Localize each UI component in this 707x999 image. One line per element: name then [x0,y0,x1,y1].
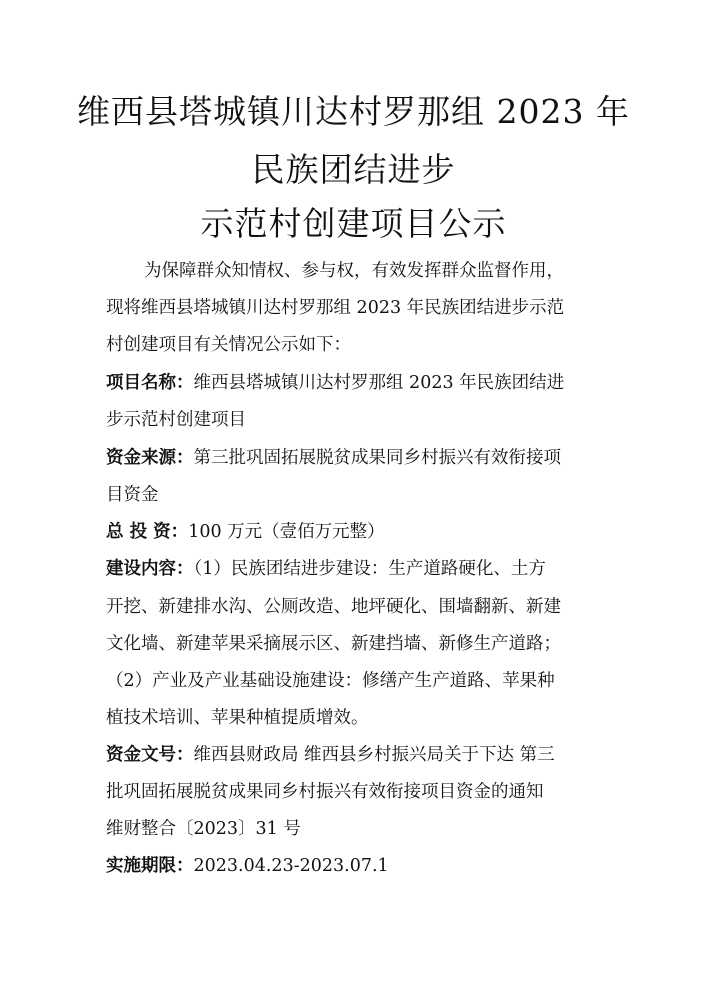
period-row [106,854,389,878]
fund-source-continuation: 目资金 [106,485,159,505]
project-name-continuation: 步示范村创建项目 [106,410,246,430]
fund-source-label: 资金来源： [106,448,194,468]
total-investment-label: 总 投 资： [106,522,189,542]
construction-label: 建设内容： [106,559,194,579]
total-investment-value: 100 万元（壹佰万元整） [188,522,385,542]
intro-line-3: 村创建项目有关情况公示如下： [106,335,351,355]
total-investment-row [106,520,385,544]
fund-document-line-2: 批巩固拓展脱贫成果同乡村振兴有效衔接项目资金的通知 [106,782,544,802]
fund-source-value: 第三批巩固拓展脱贫成果同乡村振兴有效衔接项 [193,448,561,468]
intro-line-2: 现将维西县塔城镇川达村罗那组 2023 年民族团结进步示范 [106,298,565,318]
construction-row [106,557,546,581]
fund-document-row [106,743,555,767]
project-name-row [106,371,564,395]
period-value: 2023.04.23-2023.07.1 [193,856,389,876]
page-title-line-1: 维西县塔城镇川达村罗那组 2023 年 [77,92,630,131]
construction-line-5: 植技术培训、苹果种植提质增效。 [106,708,369,728]
construction-value: （1）民族团结进步建设：生产道路硬化、土方 [193,559,546,579]
fund-source-row [106,446,561,470]
construction-line-4: （2）产业及产业基础设施建设：修缮产生产道路、苹果种 [106,671,555,691]
fund-document-line-3: 维财整合〔2023〕31 号 [106,819,301,839]
page-title-line-2: 民族团结进步 [251,150,456,189]
project-name-label: 项目名称： [106,373,194,393]
intro-line-1: 为保障群众知情权、参与权，有效发挥群众监督作用， [144,261,564,281]
project-name-value: 维西县塔城镇川达村罗那组 2023 年民族团结进 [193,373,565,393]
fund-document-label: 资金文号： [106,745,194,765]
construction-line-3: 文化墙、新建苹果采摘展示区、新建挡墙、新修生产道路； [106,634,561,654]
fund-document-value: 维西县财政局 维西县乡村振兴局关于下达 第三 [193,745,555,765]
page-title-line-3: 示范村创建项目公示 [200,204,507,243]
construction-line-2: 开挖、新建排水沟、公厕改造、地坪硬化、围墙翻新、新建 [106,597,561,617]
period-label: 实施期限： [106,856,194,876]
